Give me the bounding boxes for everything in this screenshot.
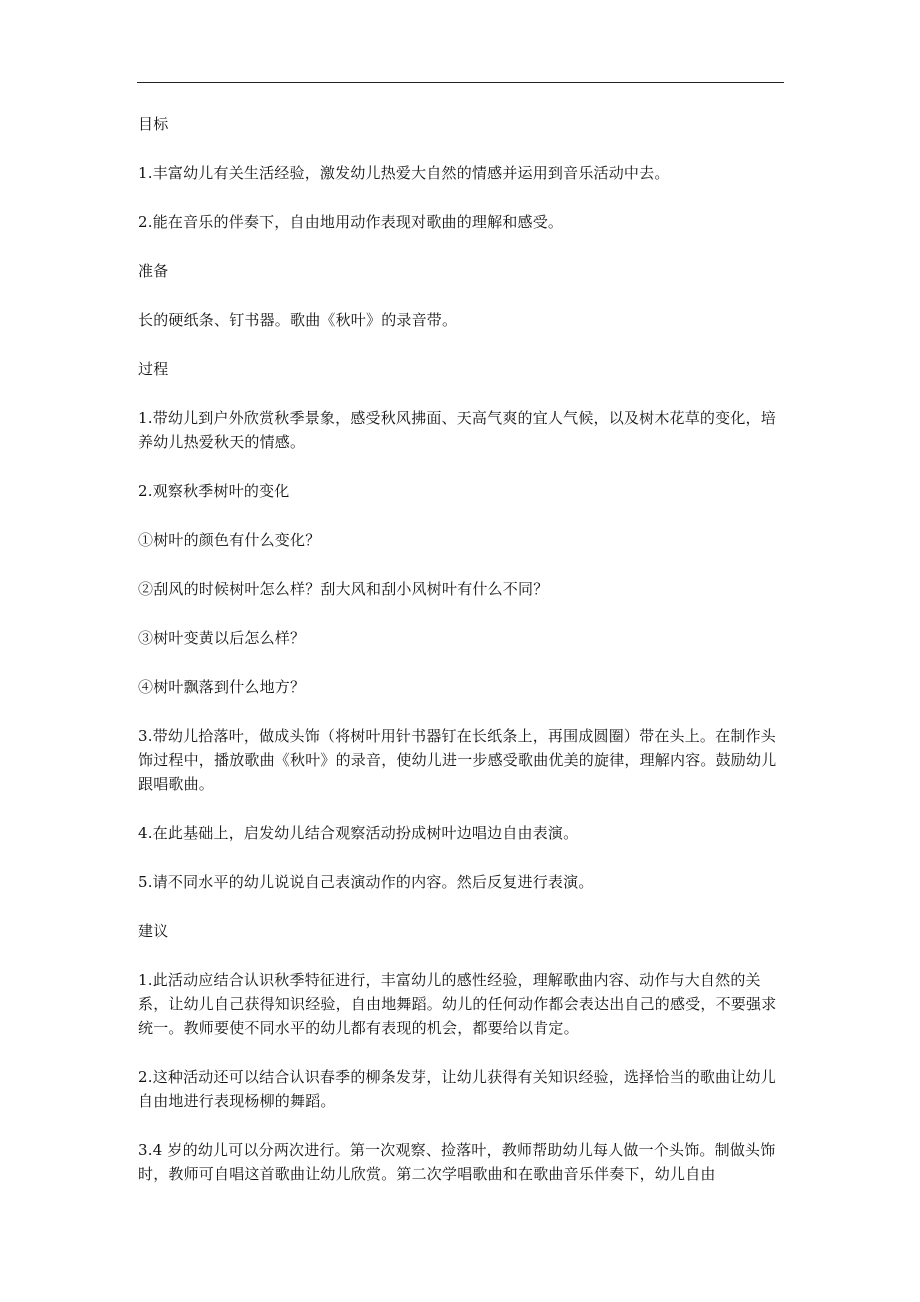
paragraph-process-2b: ②刮风的时候树叶怎么样？刮大风和刮小风树叶有什么不同？: [138, 580, 549, 598]
paragraph-advice-3: 3.4 岁的幼儿可以分两次进行。第一次观察、捡落叶，教师帮助幼儿每人做一个头饰。制做头饰时，教师可自唱这首歌曲让幼儿欣赏。第二次学唱歌曲和在歌曲音乐伴奏下，幼儿自由: [138, 1141, 776, 1183]
paragraph-goal-2: 2.能在音乐的伴奏下，自由地用动作表现对歌曲的理解和感受。: [138, 213, 564, 231]
paragraph-process-2d: ④树叶飘落到什么地方？: [138, 678, 306, 696]
paragraph-process-2: 2.观察秋季树叶的变化: [138, 482, 290, 500]
paragraph-process-5: 5.请不同水平的幼儿说说自己表演动作的内容。然后反复进行表演。: [138, 873, 594, 891]
header-rule: [137, 82, 784, 83]
section-heading-advice: 建议: [138, 922, 169, 940]
section-heading-goal: 目标: [138, 115, 169, 133]
paragraph-prep-1: 长的硬纸条、钉书器。歌曲《秋叶》的录音带。: [138, 311, 458, 329]
paragraph-process-2c: ③树叶变黄以后怎么样？: [138, 629, 306, 647]
paragraph-process-4: 4.在此基础上，启发幼儿结合观察活动扮成树叶边唱边自由表演。: [138, 824, 579, 842]
paragraph-advice-1: 1.此活动应结合认识秋季特征进行，丰富幼儿的感性经验，理解歌曲内容、动作与大自然的关系，让幼儿自己获得知识经验，自由地舞蹈。幼儿的任何动作都会表达出自己的感受，不要强求统一。教师要使不同水平的幼儿都有表现的机会，都要给以肯定。: [138, 971, 777, 1037]
paragraph-process-3: 3.带幼儿拾落叶，做成头饰（将树叶用针书器钉在长纸条上，再围成圆圈）带在头上。在制作头饰过程中，播放歌曲《秋叶》的录音，使幼儿进一步感受歌曲优美的旋律，理解内容。鼓励幼儿跟唱歌曲。: [138, 727, 777, 793]
document-body: [138, 112, 790, 1186]
paragraph-advice-2: 2.这种活动还可以结合认识春季的柳条发芽，让幼儿获得有关知识经验，选择恰当的歌曲让幼儿自由地进行表现杨柳的舞蹈。: [138, 1068, 776, 1110]
paragraph-goal-1: 1.丰富幼儿有关生活经验，激发幼儿热爱大自然的情感并运用到音乐活动中去。: [138, 164, 670, 182]
section-heading-prep: 准备: [138, 262, 169, 280]
paragraph-process-1: 1.带幼儿到户外欣赏秋季景象，感受秋风拂面、天高气爽的宜人气候，以及树木花草的变化，培养幼儿热爱秋天的情感。: [138, 409, 776, 451]
section-heading-process: 过程: [138, 360, 169, 378]
paragraph-process-2a: ①树叶的颜色有什么变化？: [138, 531, 321, 549]
